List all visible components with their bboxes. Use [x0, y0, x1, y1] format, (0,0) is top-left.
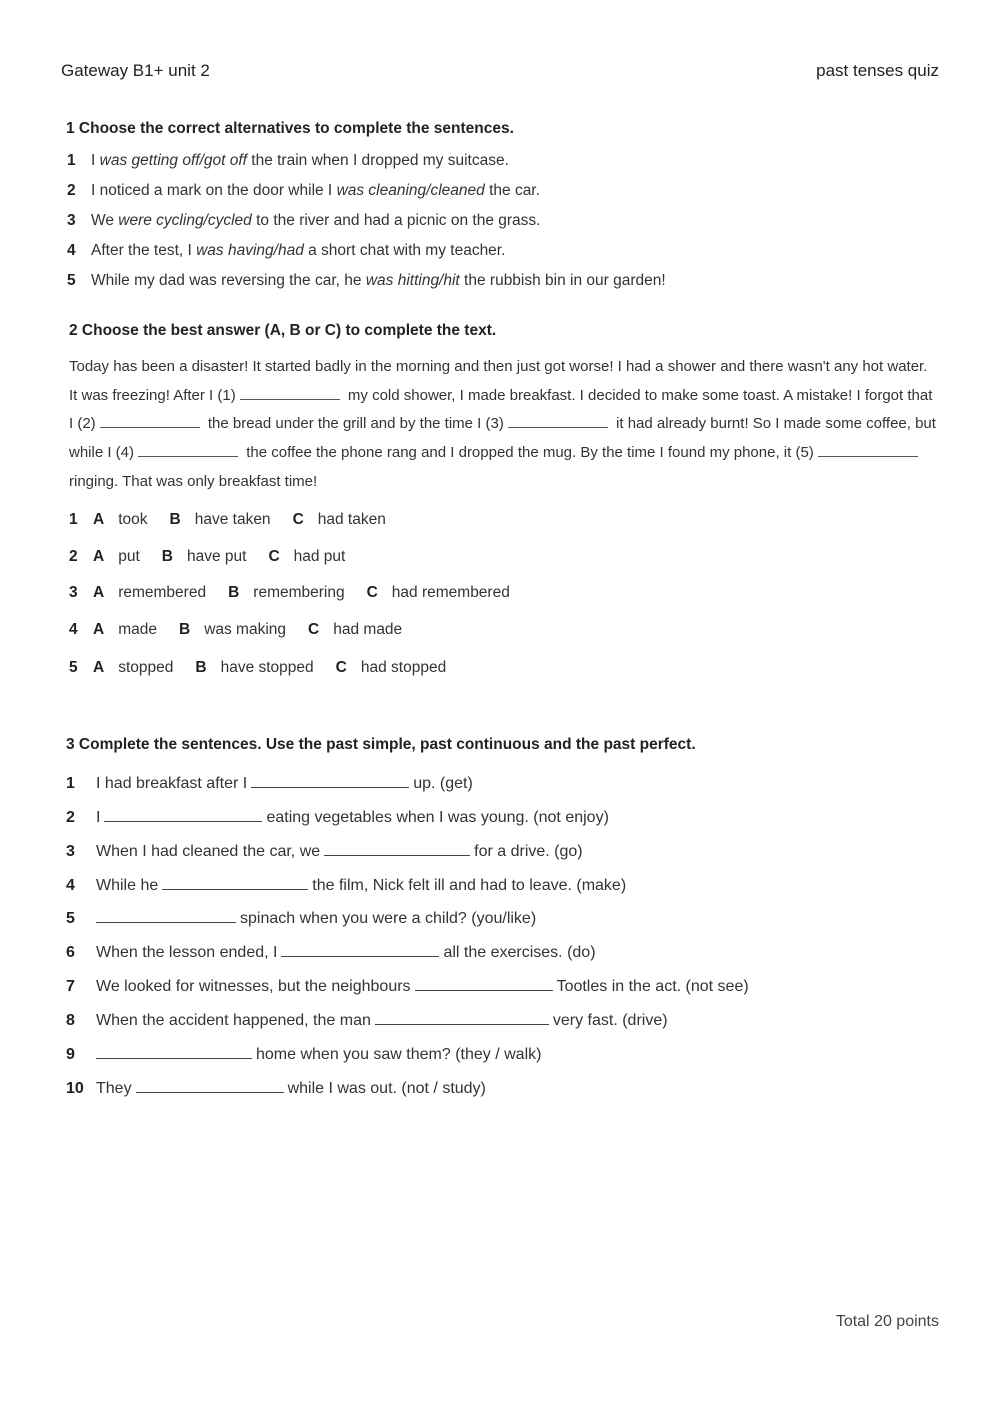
option-row: [69, 584, 532, 602]
option-text-c[interactable]: had taken: [317, 511, 386, 528]
sentence-text: up. (get): [413, 775, 473, 792]
option-letter-c[interactable]: C: [366, 584, 378, 601]
sentence-row: [67, 272, 666, 290]
section2-title: 2 Choose the best answer (A, B or C) to complete the text.: [69, 322, 497, 339]
text-part: Today has been a disaster! It started badly in the morning and then just got worse! I had a shower and there wasn't any hot water. It was freezing! After I (1): [69, 358, 928, 404]
sentence-text: the car.: [484, 182, 540, 199]
item-number: 1: [69, 511, 78, 528]
option-letter-a[interactable]: A: [93, 584, 105, 601]
item-number: 1: [66, 775, 75, 792]
item-number: 2: [66, 809, 75, 826]
option-text-b[interactable]: have taken: [194, 511, 271, 528]
text-part: my cold shower, I made breakfast. I decided to make some toast. A mistake! I forgot that I (2): [69, 386, 933, 433]
sentence-text: the rubbish bin in our garden!: [459, 272, 666, 289]
option-text-b[interactable]: have stopped: [220, 659, 314, 676]
option-text-a[interactable]: stopped: [118, 659, 174, 676]
item-number: 4: [67, 242, 76, 259]
sentence-text: They: [96, 1080, 132, 1097]
alternatives[interactable]: were cycling/cycled: [118, 212, 252, 229]
answer-blank[interactable]: [375, 1010, 549, 1025]
item-number: 5: [69, 659, 78, 676]
alternatives[interactable]: was hitting/hit: [365, 272, 460, 289]
sentence-row: [67, 212, 540, 230]
answer-blank[interactable]: [324, 841, 470, 856]
sentence-text: very fast. (drive): [552, 1012, 668, 1029]
sentence-row: [66, 1044, 541, 1064]
sentence-text: eating vegetables when I was young. (not enjoy): [266, 809, 609, 826]
item-number: 3: [67, 212, 76, 229]
option-letter-a[interactable]: A: [93, 621, 105, 638]
text-part: it had already burnt! So I made some coffee, but while I (4): [69, 415, 936, 462]
sentence-row: [66, 875, 626, 895]
item-number: 5: [66, 910, 75, 927]
option-letter-c[interactable]: C: [268, 548, 280, 565]
gap-1[interactable]: [240, 385, 340, 400]
option-text-c[interactable]: had made: [333, 621, 403, 638]
option-row: [69, 511, 408, 529]
sentence-row: [66, 807, 609, 827]
sentence-text: the film, Nick felt ill and had to leave. (make): [312, 877, 627, 894]
answer-blank[interactable]: [162, 875, 308, 890]
sentence-row: [67, 182, 540, 200]
item-number: 9: [66, 1046, 75, 1063]
option-text-b[interactable]: have put: [186, 548, 247, 565]
option-text-c[interactable]: had remembered: [391, 584, 510, 601]
sentence-text: I: [96, 809, 101, 826]
sentence-text: I noticed a mark on the door while I: [91, 182, 337, 199]
sentence-text: While my dad was reversing the car, he: [91, 272, 366, 289]
sentence-text: When the lesson ended, I: [96, 944, 278, 961]
gap-2[interactable]: [100, 413, 200, 428]
gap-3[interactable]: [508, 413, 608, 428]
sentence-text: When the accident happened, the man: [96, 1012, 371, 1029]
option-letter-b[interactable]: B: [161, 548, 173, 565]
text-part: the coffee the phone rang and I dropped the mug. By the time I found my phone, it (5): [246, 444, 814, 462]
sentence-text: a short chat with my teacher.: [303, 242, 506, 259]
option-letter-c[interactable]: C: [292, 511, 304, 528]
answer-blank[interactable]: [136, 1078, 284, 1093]
option-text-b[interactable]: was making: [204, 621, 287, 638]
sentence-text: the train when I dropped my suitcase.: [246, 152, 509, 169]
sentence-text: When I had cleaned the car, we: [96, 843, 321, 860]
sentence-text: We: [91, 212, 119, 229]
gap-4[interactable]: [138, 442, 238, 457]
sentence-row: [67, 242, 505, 260]
item-number: 1: [67, 152, 76, 169]
item-number: 8: [66, 1012, 75, 1029]
item-number: 3: [69, 584, 78, 601]
alternatives[interactable]: was getting off/got off: [99, 152, 247, 169]
text-part: the bread under the grill and by the time I (3): [207, 415, 504, 433]
sentence-row: [67, 152, 509, 170]
sentence-row: [66, 942, 596, 962]
answer-blank[interactable]: [281, 942, 439, 957]
alternatives[interactable]: was having/had: [196, 242, 304, 259]
answer-blank[interactable]: [104, 807, 262, 822]
item-number: 2: [67, 182, 76, 199]
option-text-c[interactable]: had put: [293, 548, 346, 565]
sentence-text: spinach when you were a child? (you/like): [240, 910, 537, 927]
section3-title: 3 Complete the sentences. Use the past simple, past continuous and the past perfect.: [66, 736, 696, 753]
item-number: 10: [66, 1080, 84, 1097]
sentence-text: After the test, I: [91, 242, 197, 259]
option-text-a[interactable]: remembered: [118, 584, 207, 601]
sentence-text: for a drive. (go): [474, 843, 583, 860]
item-number: 6: [66, 944, 75, 961]
header-right: past tenses quiz: [816, 61, 939, 80]
option-text-a[interactable]: made: [118, 621, 157, 638]
option-letter-b[interactable]: B: [228, 584, 240, 601]
text-part: ringing. That was only breakfast time!: [69, 472, 318, 490]
option-text-a[interactable]: took: [118, 511, 148, 528]
option-text-b[interactable]: remembering: [253, 584, 345, 601]
sentence-row: [66, 1010, 668, 1030]
option-letter-c[interactable]: C: [335, 659, 347, 676]
option-row: [69, 548, 367, 566]
sentence-text: While he: [96, 877, 159, 894]
item-number: 2: [69, 548, 78, 565]
option-letter-a[interactable]: A: [93, 548, 105, 565]
option-row: [69, 659, 468, 677]
option-letter-a[interactable]: A: [93, 659, 105, 676]
answer-blank[interactable]: [251, 773, 409, 788]
item-number: 4: [69, 621, 78, 638]
sentence-text: to the river and had a picnic on the grass.: [251, 212, 541, 229]
sentence-text: I: [91, 152, 100, 169]
sentence-text: home when you saw them? (they / walk): [256, 1046, 542, 1063]
option-text-a[interactable]: put: [118, 548, 140, 565]
option-letter-a[interactable]: A: [93, 511, 105, 528]
header-left: Gateway B1+ unit 2: [61, 61, 210, 80]
item-number: 5: [67, 272, 76, 289]
sentence-row: [66, 976, 749, 996]
item-number: 3: [66, 843, 75, 860]
alternatives[interactable]: was cleaning/cleaned: [336, 182, 485, 199]
option-row: [69, 621, 424, 639]
answer-blank[interactable]: [415, 976, 553, 991]
answer-blank[interactable]: [96, 1044, 252, 1059]
sentence-row: [66, 1078, 486, 1098]
sentence-row: [66, 841, 583, 861]
sentence-text: We looked for witnesses, but the neighbours: [96, 978, 411, 995]
item-number: 4: [66, 877, 75, 894]
sentence-text: all the exercises. (do): [443, 944, 596, 961]
total-points: Total 20 points: [835, 1313, 939, 1330]
option-text-c[interactable]: had stopped: [360, 659, 447, 676]
gap-5[interactable]: [818, 442, 918, 457]
option-letter-b[interactable]: B: [169, 511, 181, 528]
sentence-text: I had breakfast after I: [96, 775, 248, 792]
section2-text: [69, 353, 939, 497]
option-letter-b[interactable]: B: [195, 659, 207, 676]
sentence-row: [66, 773, 473, 793]
answer-blank[interactable]: [96, 908, 236, 923]
section1-title: 1 Choose the correct alternatives to complete the sentences.: [66, 120, 514, 137]
sentence-text: while I was out. (not / study): [287, 1080, 486, 1097]
sentence-row: [66, 908, 536, 928]
item-number: 7: [66, 978, 75, 995]
option-letter-b[interactable]: B: [178, 621, 191, 638]
sentence-text: Tootles in the act. (not see): [556, 978, 749, 995]
option-letter-c[interactable]: C: [308, 621, 320, 638]
